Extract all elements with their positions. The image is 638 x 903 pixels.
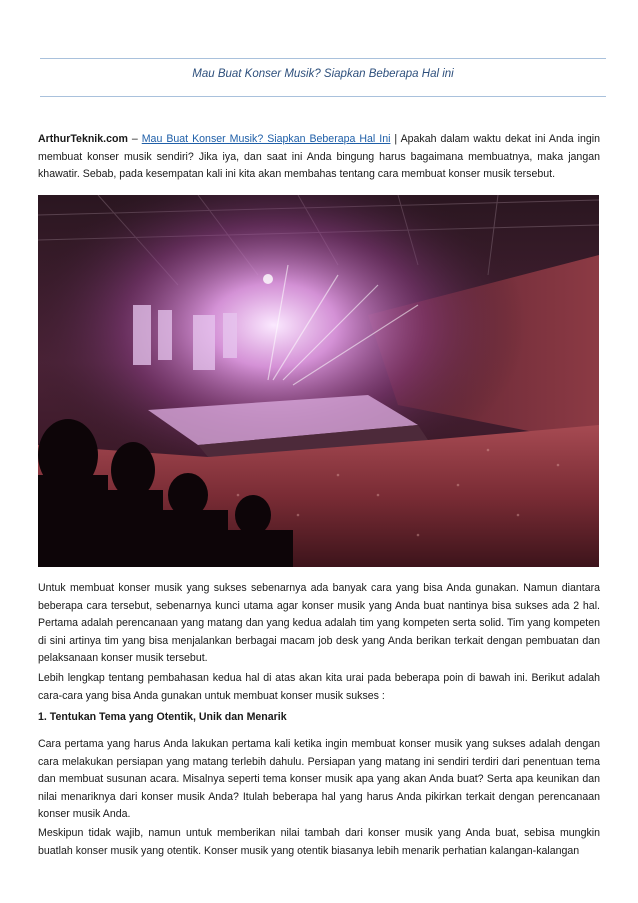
site-name: ArthurTeknik.com — [38, 133, 128, 145]
body-paragraph-3: Cara pertama yang harus Anda lakukan pertama kali ketika ingin membuat konser musik yang sukses adalah dengan cara melakukan persiapan yang matang terlebih dahulu. Persiapan yang matang ini sendiri terdiri dari penentuan tema dan membuat susunan acara. Misalnya seperti tema konser musik apa yang akan Anda buat? Serta apa keunikan dan nilai menariknya dari konser musik Anda? Itulah beberapa hal yang harus Anda pikirkan terkait dengan perencanaan konser musik Anda. — [38, 738, 600, 821]
body-paragraph-2: Lebih lengkap tentang pembahasan kedua hal di atas akan kita urai pada beberapa poin di bawah ini. Berikut adalah cara-cara yang bisa Anda gunakan untuk membuat konser musik sukses : — [38, 672, 600, 702]
page-title: Mau Buat Konser Musik? Siapkan Beberapa Hal ini — [192, 68, 454, 80]
intro-text: | Apakah dalam waktu dekat ini Anda ingin membuat konser musik sendiri? Jika iya, dan saat ini Anda bingung harus bagaimana membuatnya, maka jangan khawatir. Sebab, pada kesempatan kali ini kita akan membahas tentang cara membuat konser musik tersebut. — [38, 133, 600, 181]
concert-photo — [38, 195, 599, 567]
body-paragraph-1: Untuk membuat konser musik yang sukses sebenarnya ada banyak cara yang bisa Anda gunakan. Namun diantara beberapa cara tersebut, sebenarnya kunci utama agar konser musik yang Anda buat nantinya bisa sukses ada 2 hal. Pertama adalah perencanaan yang matang dan yang kedua adalah tim yang kompeten serta solid. Tim yang kompeten di sini artinya tim yang bisa menjalankan berbagai macam job desk yang Anda berikan terkait dengan pembuatan dan pelaksanaan konser musik tersebut. — [38, 582, 600, 665]
intro-dash: – — [127, 133, 142, 145]
article-link[interactable]: Mau Buat Konser Musik? Siapkan Beberapa Hal Ini — [141, 133, 391, 145]
header-rule-top — [40, 58, 606, 59]
section-heading-1: 1. Tentukan Tema yang Otentik, Unik dan Menarik — [38, 711, 287, 723]
intro-paragraph — [38, 131, 600, 184]
body-paragraph-4: Meskipun tidak wajib, namun untuk memberikan nilai tambah dari konser musik yang Anda buat, sebisa mungkin buatlah konser musik yang otentik. Konser musik yang otentik biasanya lebih menarik perhatian kalangan-kalangan — [38, 827, 600, 857]
header-rule-bottom — [40, 96, 606, 97]
